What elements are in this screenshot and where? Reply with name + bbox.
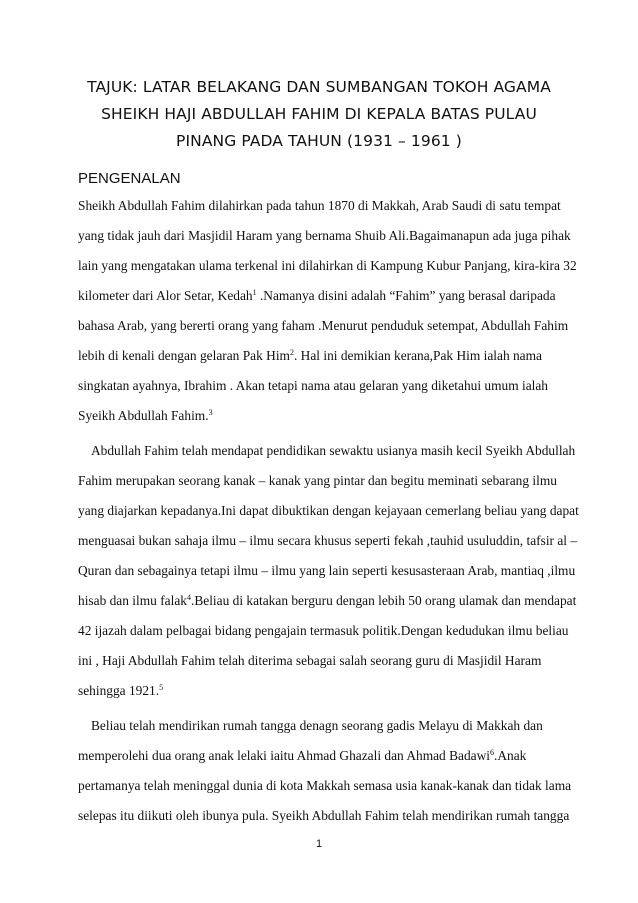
text: . Hal ini demikian kerana,Pak Him ialah nama	[293, 348, 542, 363]
text: memperolehi dua orang anak lelaki iaitu Ahmad Ghazali dan Ahmad Badawi	[78, 748, 491, 763]
body-line: Fahim merupakan seorang kanak – kanak yang pintar dan begitu meminati sebarang ilmu	[78, 473, 557, 488]
body-line: Beliau telah mendirikan rumah tangga denagn seorang gadis Melayu di Makkah dan	[91, 718, 543, 733]
text: .Anak	[494, 748, 527, 763]
text: Syeikh Abdullah Fahim.	[78, 408, 209, 423]
footnote-ref: 4	[186, 593, 191, 602]
body-line: 42 ijazah dalam pelbagai bidang pengajain termasuk politik.Dengan kedudukan ilmu beliau	[78, 623, 569, 638]
body-line: Sheikh Abdullah Fahim dilahirkan pada tahun 1870 di Makkah, Arab Saudi di satu tempat	[78, 198, 561, 213]
footnote-ref: 2	[289, 348, 294, 357]
body-line: Abdullah Fahim telah mendapat pendidikan sewaktu usianya masih kecil Syeikh Abdullah	[91, 443, 576, 458]
text: .Namanya disini adalah “Fahim” yang berasal daripada	[256, 288, 556, 303]
title-line-2: SHEIKH HAJI ABDULLAH FAHIM DI KEPALA BATAS PULAU	[101, 105, 537, 123]
body-line: yang tidak jauh dari Masjidil Haram yang bernama Shuib Ali.Bagaimanapun ada juga pihak	[78, 228, 571, 243]
footnote-ref: 1	[252, 288, 257, 297]
body-line: lain yang mengatakan ulama terkenal ini dilahirkan di Kampung Kubur Panjang, kira-kira 32	[78, 258, 577, 273]
body-line	[78, 593, 576, 609]
footnote-ref: 3	[208, 408, 213, 417]
footnote-ref: 6	[490, 748, 495, 757]
title-line-1: TAJUK: LATAR BELAKANG DAN SUMBANGAN TOKOH AGAMA	[87, 78, 551, 96]
body-line: bahasa Arab, yang bererti orang yang faham .Menurut penduduk setempat, Abdullah Fahim	[78, 318, 569, 333]
body-line	[78, 683, 163, 699]
title-line-3: PINANG PADA TAHUN (1931 – 1961 )	[176, 132, 462, 150]
section-heading: PENGENALAN	[78, 170, 181, 187]
body-line: Quran dan sebagainya tetapi ilmu – ilmu yang lain seperti kesusasteraan Arab, mantiaq ,ilmu	[78, 563, 576, 578]
body-line: selepas itu diikuti oleh ibunya pula. Syeikh Abdullah Fahim telah mendirikan rumah tangga	[78, 808, 570, 823]
text: sehingga 1921.	[78, 683, 160, 698]
body-line	[78, 408, 213, 424]
footnote-ref: 5	[159, 683, 164, 692]
document-title	[66, 74, 572, 155]
text: .Beliau di katakan berguru dengan lebih 50 orang ulamak dan mendapat	[190, 593, 577, 608]
text: hisab dan ilmu falak	[78, 593, 187, 608]
body-line: yang diajarkan kepadanya.Ini dapat dibuktikan dengan kejayaan cemerlang beliau yang dapat	[78, 503, 579, 518]
body-line	[78, 748, 526, 764]
body-line	[78, 288, 556, 304]
body-line	[78, 348, 542, 364]
page-number: 1	[315, 838, 323, 850]
text: lebih di kenali dengan gelaran Pak Him	[78, 348, 290, 363]
text: kilometer dari Alor Setar, Kedah	[78, 288, 253, 303]
body-line: pertamanya telah meninggal dunia di kota Makkah semasa usia kanak-kanak dan tidak lama	[78, 778, 572, 793]
body-line: singkatan ayahnya, Ibrahim . Akan tetapi nama atau gelaran yang diketahui umum ialah	[78, 378, 548, 393]
body-line: menguasai bukan sahaja ilmu – ilmu secara khusus seperti fekah ,tauhid usuluddin, tafsir al –	[78, 533, 578, 548]
body-line: ini , Haji Abdullah Fahim telah diterima sebagai salah seorang guru di Masjidil Haram	[78, 653, 542, 668]
